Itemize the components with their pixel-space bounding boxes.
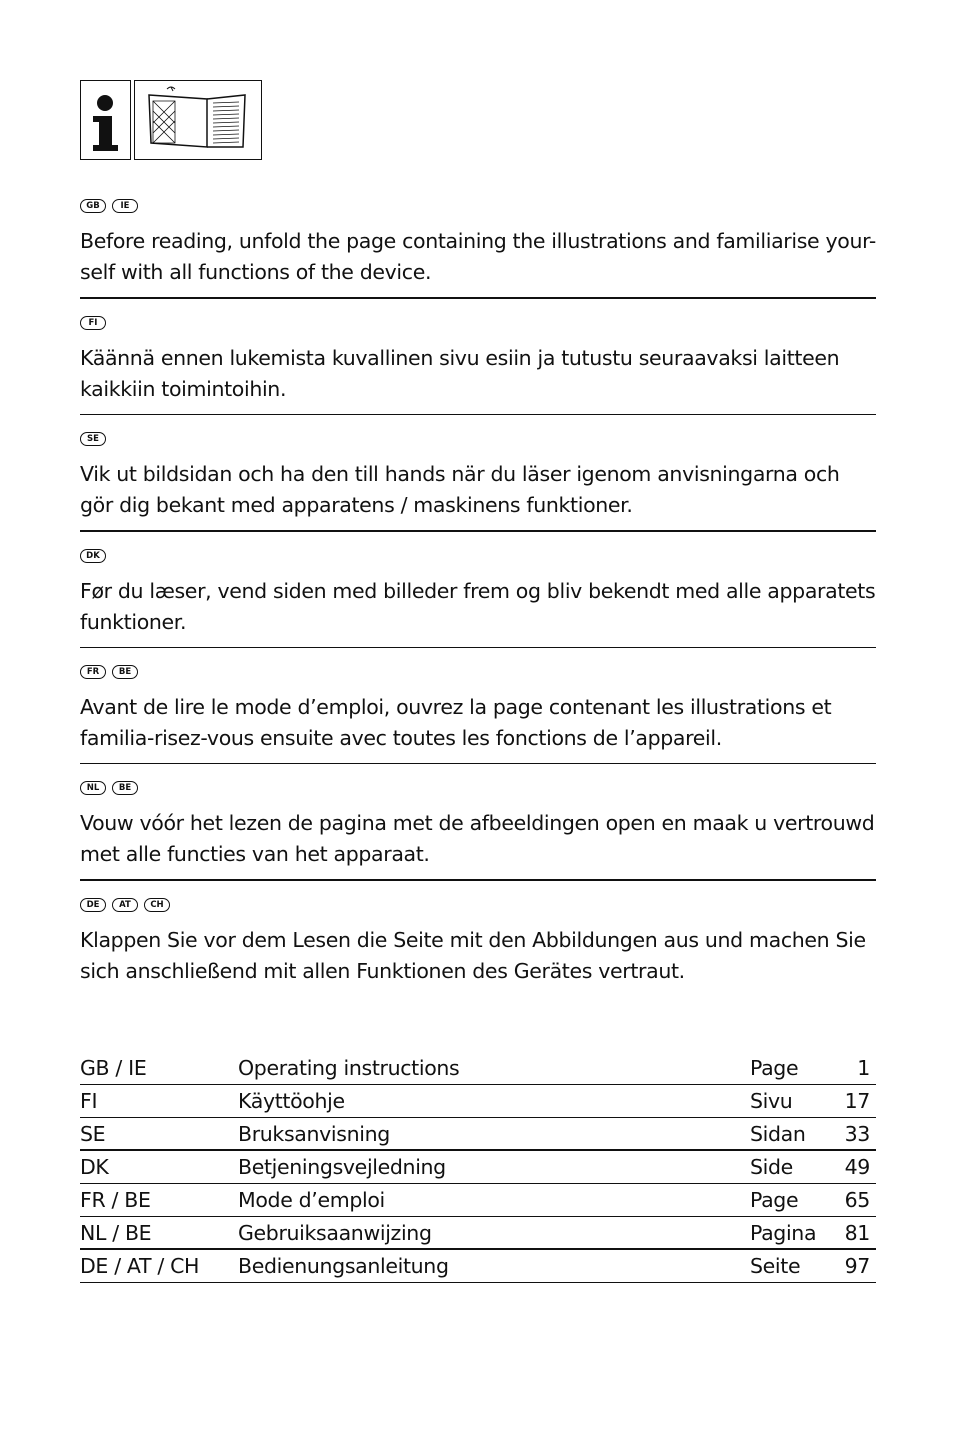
section-text: Käännä ennen lukemista kuvallinen sivu esiin ja tutustu seuraavaksi laitteen kaikkiin toimintoihin.	[80, 346, 840, 401]
toc-row	[80, 1118, 876, 1151]
country-badge: DE	[80, 898, 106, 912]
country-badges	[80, 778, 876, 798]
toc-page-label: Side	[750, 1155, 793, 1179]
country-badges	[80, 662, 876, 682]
toc-row	[80, 1052, 876, 1085]
country-badge: GB	[80, 199, 106, 213]
toc-title: Käyttöohje	[238, 1089, 345, 1113]
toc-page-label: Page	[750, 1056, 799, 1080]
toc-row	[80, 1151, 876, 1184]
toc-title: Betjeningsvejledning	[238, 1155, 446, 1179]
toc-page-number: 81	[844, 1220, 870, 1245]
toc-code: DE / AT / CH	[80, 1254, 200, 1278]
country-badge: FR	[80, 665, 106, 679]
toc-code: GB / IE	[80, 1056, 147, 1080]
toc-code: SE	[80, 1121, 106, 1146]
country-badge: BE	[112, 781, 138, 795]
table-of-contents	[80, 1052, 876, 1283]
country-badge: FI	[80, 316, 106, 330]
header-icons	[80, 80, 262, 160]
section-text: Vouw vóór het lezen de pagina met de afbeeldingen open en maak u vertrouwd met alle functies van het apparaat.	[80, 811, 875, 866]
toc-code: NL / BE	[80, 1220, 152, 1245]
country-badge: DK	[80, 549, 106, 563]
toc-page-label: Sidan	[750, 1121, 806, 1146]
foldout-page-icon	[134, 80, 262, 160]
section-se	[80, 415, 876, 532]
country-badges	[80, 196, 876, 216]
country-badge: AT	[112, 898, 138, 912]
section-text: Klappen Sie vor dem Lesen die Seite mit den Abbildungen aus und machen Sie sich anschließend mit allen Funktionen des Gerätes vertraut.	[80, 928, 866, 983]
section-de-at-ch	[80, 881, 876, 996]
toc-title: Bruksanvisning	[238, 1121, 390, 1146]
section-gb-ie	[80, 196, 876, 299]
country-badge: IE	[112, 199, 138, 213]
toc-code: FR / BE	[80, 1188, 151, 1212]
toc-page-label: Page	[750, 1188, 799, 1212]
toc-code: FI	[80, 1089, 98, 1113]
toc-page-number: 49	[844, 1155, 870, 1179]
section-fr-be	[80, 648, 876, 764]
toc-code: DK	[80, 1155, 109, 1179]
toc-page-number: 33	[844, 1121, 870, 1146]
country-badge: CH	[144, 898, 170, 912]
language-sections	[80, 196, 876, 996]
toc-row	[80, 1217, 876, 1250]
toc-title: Mode d’emploi	[238, 1188, 385, 1212]
toc-row	[80, 1184, 876, 1217]
toc-title: Gebruiksaanwijzing	[238, 1220, 432, 1245]
country-badges	[80, 546, 876, 566]
toc-page-number: 97	[844, 1254, 870, 1278]
section-text: Avant de lire le mode d’emploi, ouvrez la page contenant les illustrations et familia-risez-vous ensuite avec toutes les fonctions de l’appareil.	[80, 695, 832, 750]
info-icon	[80, 80, 131, 160]
section-text: Vik ut bildsidan och ha den till hands när du läser igenom anvisningarna och gör dig bekant med apparatens / maskinens funktioner.	[80, 462, 840, 517]
toc-title: Bedienungsanleitung	[238, 1254, 449, 1278]
section-text: Før du læser, vend siden med billeder frem og bliv bekendt med alle apparatets funktioner.	[80, 579, 876, 634]
country-badges	[80, 429, 876, 449]
toc-page-label: Seite	[750, 1254, 801, 1278]
country-badge: NL	[80, 781, 106, 795]
section-dk	[80, 532, 876, 648]
toc-page-number: 65	[844, 1188, 870, 1212]
section-fi	[80, 299, 876, 415]
toc-page-label: Sivu	[750, 1089, 793, 1113]
toc-page-number: 1	[857, 1056, 870, 1080]
toc-page-label: Pagina	[750, 1220, 817, 1245]
toc-title: Operating instructions	[238, 1056, 460, 1080]
toc-row	[80, 1085, 876, 1118]
section-nl-be	[80, 764, 876, 881]
country-badges	[80, 313, 876, 333]
toc-row	[80, 1250, 876, 1283]
country-badge: SE	[80, 432, 106, 446]
toc-page-number: 17	[844, 1089, 870, 1113]
country-badges	[80, 895, 876, 915]
section-text: Before reading, unfold the page containing the illustrations and familiarise your-self with all functions of the device.	[80, 229, 876, 284]
country-badge: BE	[112, 665, 138, 679]
